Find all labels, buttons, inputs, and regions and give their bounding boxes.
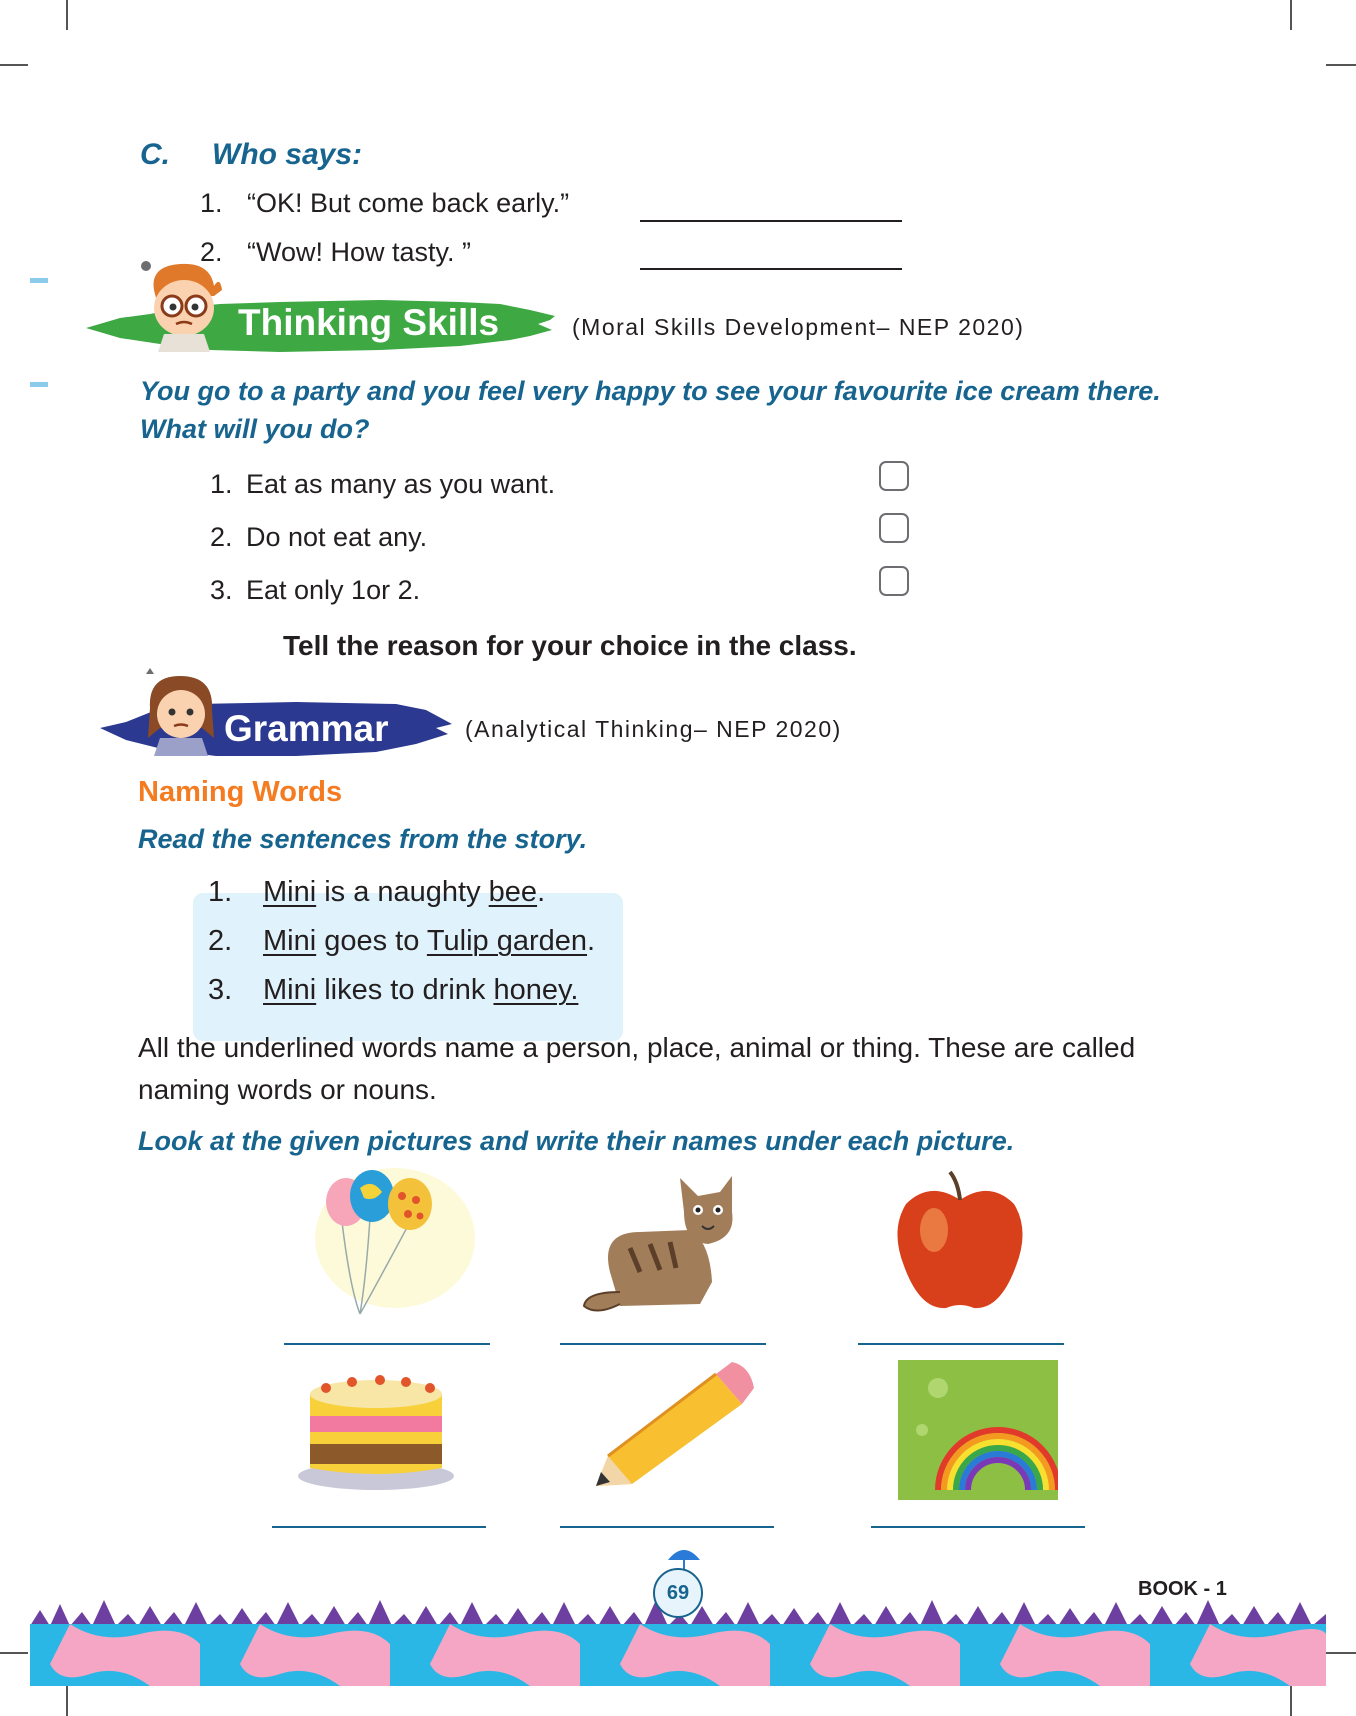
- sentence-part: .: [587, 925, 596, 957]
- picture-answer-line-1[interactable]: [284, 1343, 490, 1345]
- cat-picture: [580, 1172, 750, 1316]
- noun-underlined: bee: [488, 876, 538, 908]
- explanation-line-1: All the underlined words name a person, place, animal or thing. These are called: [138, 1032, 1136, 1063]
- crop-mark: [0, 1652, 28, 1654]
- page-number: 69: [653, 1568, 703, 1618]
- grammar-tag: (Analytical Thinking– NEP 2020): [465, 716, 842, 742]
- sentence-part: likes to drink: [316, 974, 494, 1006]
- crop-mark: [66, 1686, 68, 1716]
- noun-underlined: honey.: [493, 974, 579, 1006]
- section-c-letter: C.: [140, 138, 170, 171]
- sentence-number: 1.: [208, 876, 233, 908]
- thinking-option-3: [210, 575, 421, 606]
- option-number: 2.: [210, 522, 233, 552]
- sentence-text: [263, 925, 595, 958]
- option-text: Do not eat any.: [246, 522, 428, 552]
- book-label: BOOK - 1: [1138, 1578, 1227, 1600]
- sentence-part: goes to: [316, 925, 427, 957]
- read-sentences-instruction: Read the sentences from the story.: [138, 824, 588, 854]
- thinking-option-2: [210, 522, 428, 553]
- pencil-picture: [586, 1360, 756, 1498]
- noun-underlined: Mini: [263, 876, 317, 908]
- picture-answer-line-3[interactable]: [858, 1343, 1064, 1345]
- item-text: “OK! But come back early.”: [247, 188, 570, 218]
- option-number: 3.: [210, 575, 233, 605]
- option-number: 1.: [210, 469, 233, 499]
- crop-mark: [1290, 0, 1292, 30]
- item-number: 1.: [200, 188, 223, 218]
- crop-mark: [1290, 1686, 1292, 1716]
- sentence-text: [263, 974, 578, 1007]
- sentence-part: is a naughty: [316, 876, 489, 908]
- footer-waves-decoration: [30, 1624, 1326, 1686]
- thinking-skills-title: Thinking Skills: [238, 302, 500, 343]
- thinking-option-1: [210, 469, 556, 500]
- reason-instruction: Tell the reason for your choice in the class.: [283, 630, 857, 661]
- edge-mark: [30, 278, 48, 283]
- noun-underlined: Tulip garden: [426, 925, 588, 957]
- grammar-title: Grammar: [224, 708, 389, 749]
- girl-mascot-icon: [142, 668, 220, 756]
- picture-answer-line-6[interactable]: [871, 1526, 1085, 1528]
- option-2-checkbox[interactable]: [879, 513, 909, 543]
- noun-underlined: Mini: [263, 925, 317, 957]
- naming-words-heading: Naming Words: [138, 776, 343, 808]
- crop-mark: [1326, 1652, 1356, 1654]
- section-c-title: Who says:: [212, 138, 363, 171]
- balloons-picture: [310, 1168, 480, 1320]
- rainbow-picture: [898, 1360, 1058, 1500]
- explanation-line-2: naming words or nouns.: [138, 1074, 437, 1105]
- sentence-part: .: [537, 876, 546, 908]
- crop-mark: [66, 0, 68, 30]
- boy-mascot-icon: [140, 256, 230, 352]
- sentence-number: 3.: [208, 974, 233, 1006]
- apple-picture: [890, 1170, 1030, 1314]
- cake-picture: [296, 1364, 456, 1492]
- noun-underlined: Mini: [263, 974, 317, 1006]
- thinking-question-line-1: You go to a party and you feel very happy to see your favourite ice cream there.: [140, 376, 1161, 406]
- option-text: Eat only 1or 2.: [246, 575, 421, 605]
- item-number: 2.: [200, 237, 223, 267]
- sentence-number: 2.: [208, 925, 233, 957]
- picture-answer-line-2[interactable]: [560, 1343, 766, 1345]
- picture-instruction: Look at the given pictures and write their names under each picture.: [138, 1126, 1015, 1156]
- option-1-checkbox[interactable]: [879, 461, 909, 491]
- thinking-skills-tag: (Moral Skills Development– NEP 2020): [572, 314, 1025, 340]
- crop-mark: [0, 64, 28, 66]
- option-text: Eat as many as you want.: [246, 469, 556, 499]
- item-text: “Wow! How tasty. ”: [247, 237, 472, 267]
- answer-blank-2[interactable]: [640, 268, 902, 270]
- crop-mark: [1326, 64, 1356, 66]
- answer-blank-1[interactable]: [640, 220, 902, 222]
- option-3-checkbox[interactable]: [879, 566, 909, 596]
- thinking-question-line-2: What will you do?: [140, 414, 370, 444]
- picture-answer-line-5[interactable]: [560, 1526, 774, 1528]
- section-c-item-1: [200, 188, 570, 219]
- sentence-text: [263, 876, 545, 909]
- edge-mark: [30, 382, 48, 387]
- sentence-highlight-box: [193, 893, 623, 1041]
- picture-answer-line-4[interactable]: [272, 1526, 486, 1528]
